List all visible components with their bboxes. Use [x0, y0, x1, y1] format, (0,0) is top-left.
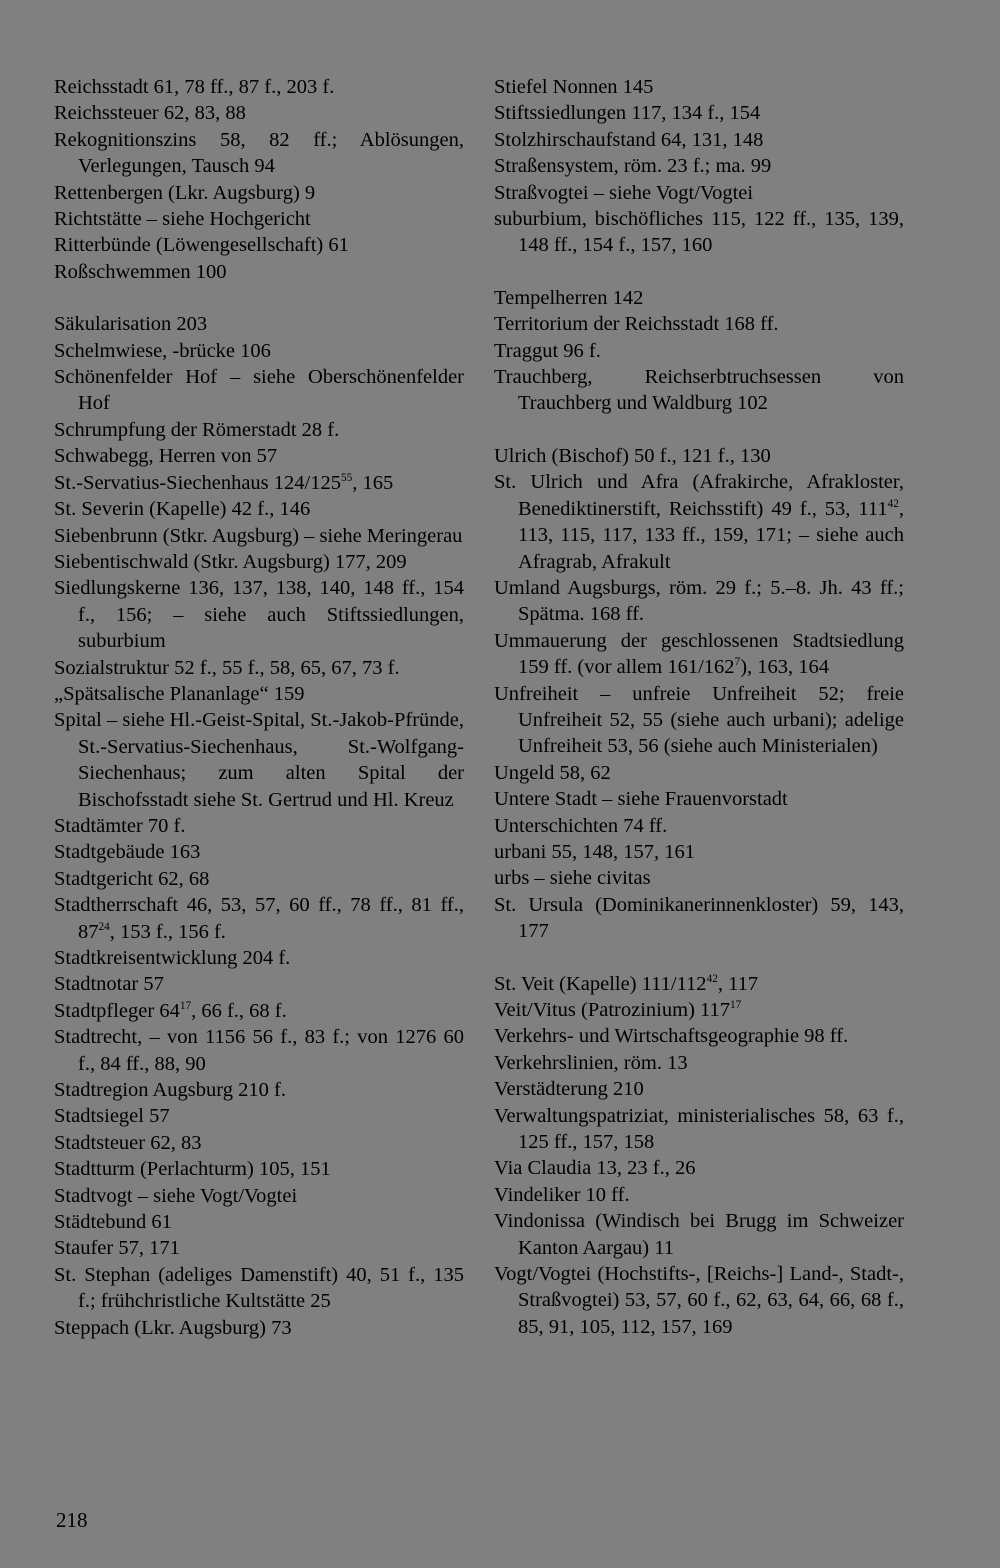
index-entry: Ummauerung der geschlossenen Stadtsiedlung 159 ff. (vor allem $161/162^7$), 163, 164 — [494, 629, 904, 679]
footnote-superscript: 7 — [734, 656, 741, 669]
index-entry: Ulrich (Bischof) 50 f., 121 f., 130 — [494, 444, 771, 467]
index-entry: Rettenbergen (Lkr. Augsburg) 9 — [54, 181, 316, 204]
index-entry: Tempelherren 142 — [494, 286, 644, 309]
index-entry: urbani 55, 148, 157, 161 — [494, 840, 695, 863]
index-entry: „Spätsalische Plananlage“ 159 — [54, 682, 305, 705]
section-gap — [54, 285, 464, 311]
index-entry: Stolzhirschaufstand 64, 131, 148 — [494, 128, 764, 151]
index-entry: Städtebund 61 — [54, 1211, 172, 1234]
footnote-superscript: 17 — [730, 999, 742, 1012]
index-entry: Straßensystem, röm. 23 f.; ma. 99 — [494, 155, 772, 178]
index-entry: Stadtnotar 57 — [54, 973, 164, 996]
index-entry: Unterschichten 74 ff. — [494, 814, 668, 837]
index-entry: Unfreiheit – unfreie Unfreiheit 52; freie Unfreiheit 52, 55 (siehe auch urbani); adelige Unfreiheit 53, 56 (siehe auch Ministerialen) — [494, 682, 904, 758]
index-entry: Reichssteuer 62, 83, 88 — [54, 102, 246, 125]
index-entry: Stadtherrschaft 46, 53, 57, 60 ff., 78 ff., 81 ff., $87^{24}$, 153 f., 156 f. — [54, 894, 464, 943]
footnote-superscript: 42 — [887, 497, 899, 510]
index-entry: Ritterbünde (Löwengesellschaft) 61 — [54, 234, 349, 257]
index-entry: Stadtgericht 62, 68 — [54, 867, 210, 890]
section-gap — [494, 259, 904, 285]
index-entry: Schrumpfung der Römerstadt 28 f. — [54, 418, 340, 441]
index-entry: Siebentischwald (Stkr. Augsburg) 177, 209 — [54, 550, 407, 573]
footnote-superscript: 17 — [179, 999, 192, 1012]
index-entry: Stadtrecht, – von 1156 56 f., 83 f.; von 1276 60 f., 84 ff., 88, 90 — [54, 1026, 464, 1075]
index-entry: Stadtkreisentwicklung 204 f. — [54, 947, 291, 969]
index-entry: Roßschwemmen 100 — [54, 260, 227, 283]
section-gap — [494, 417, 904, 443]
index-entry: urbs – siehe civitas — [494, 867, 651, 890]
index-entry: St. Severin (Kapelle) 42 f., 146 — [54, 498, 311, 521]
index-entry: Staufer 57, 171 — [54, 1237, 180, 1260]
index-entry: Territorium der Reichsstadt 168 ff. — [494, 313, 779, 336]
index-entry: Verkehrslinien, röm. 13 — [494, 1051, 688, 1074]
index-entry: Spital – siehe Hl.-Geist-Spital, St.-Jakob-Pfründe, St.-Servatius-Siechenhaus, St.-Wolfgang-Siechenhaus; zum alten Spital der Bischofsstadt siehe St. Gertrud und Hl. Kreuz — [54, 709, 464, 811]
index-entry: Richtstätte – siehe Hochgericht — [54, 208, 311, 231]
index-entry: Trauchberg, Reichserbtruchsessen von Trauchberg und Waldburg 102 — [494, 366, 904, 415]
index-entry: Stadtsteuer 62, 83 — [54, 1131, 202, 1154]
index-entry: St.-Servatius-Siechenhaus $124/125^{55}$, 165 — [54, 471, 394, 494]
index-entry: Steppach (Lkr. Augsburg) 73 — [54, 1316, 292, 1339]
index-entry: Siebenbrunn (Stkr. Augsburg) – siehe Meringerau — [54, 524, 463, 547]
index-entry: St. Veit (Kapelle) $111/112^{42}$, 117 — [494, 972, 759, 995]
index-column-left — [54, 74, 464, 1341]
index-entry: Untere Stadt – siehe Frauenvorstadt — [494, 788, 788, 811]
index-entry: Schwabegg, Herren von 57 — [54, 445, 278, 468]
index-entry: Stadtregion Augsburg 210 f. — [54, 1079, 286, 1102]
index-entry: Straßvogtei – siehe Vogt/Vogtei — [494, 181, 754, 204]
index-entry: Stadtturm (Perlachturm) 105, 151 — [54, 1158, 331, 1181]
index-entry: Schönenfelder Hof – siehe Oberschönenfelder Hof — [54, 366, 464, 415]
index-entry: Vindeliker 10 ff. — [494, 1183, 630, 1206]
section-gap — [494, 945, 904, 971]
index-entry: Rekognitionszins 58, 82 ff.; Ablösungen, Verlegungen, Tausch 94 — [54, 128, 464, 178]
index-entry: Stadtsiegel 57 — [54, 1105, 170, 1128]
index-entry: St. Ulrich und Afra (Afrakirche, Afrakloster, Benediktinerstift, Reichsstift) 49 f., 53, $111^{42}$, 113, 115, 117, 133 ff., 159, 171; – siehe auch Afragrab, Afrakult — [494, 471, 904, 573]
index-entry: Vindonissa (Windisch bei Brugg im Schweizer Kanton Aargau) 11 — [494, 1210, 904, 1259]
index-entry: suburbium, bischöfliches 115, 122 ff., 135, 139, 148 ff., 154 f., 157, 160 — [494, 208, 904, 257]
index-entry: St. Stephan (adeliges Damenstift) 40, 51 f., 135 f.; frühchristliche Kultstätte 25 — [54, 1263, 464, 1313]
index-entry: Reichsstadt 61, 78 ff., 87 f., 203 f. — [54, 76, 335, 98]
index-entry: Stadtvogt – siehe Vogt/Vogtei — [54, 1184, 298, 1207]
index-entry: Stadtpfleger $64^{17}$, 66 f., 68 f. — [54, 999, 287, 1022]
footnote-superscript: 55 — [340, 471, 353, 484]
index-entry: Ungeld 58, 62 — [494, 761, 611, 784]
index-entry: Umland Augsburgs, röm. 29 f.; 5.–8. Jh. 43 ff.; Spätma. 168 ff. — [494, 576, 904, 626]
index-entry: St. Ursula (Dominikanerinnenkloster) 59, 143, 177 — [494, 893, 904, 943]
index-entry: Via Claudia 13, 23 f., 26 — [494, 1157, 696, 1180]
index-entry: Siedlungskerne 136, 137, 138, 140, 148 ff., 154 f., 156; – siehe auch Stiftssiedlungen, suburbium — [54, 577, 464, 653]
index-entry: Stiefel Nonnen 145 — [494, 76, 654, 98]
index-entry: Stadtgebäude 163 — [54, 841, 201, 864]
index-entry: Traggut 96 f. — [494, 339, 601, 362]
index-entry: Sozialstruktur 52 f., 55 f., 58, 65, 67, 73 f. — [54, 656, 400, 679]
index-column-right — [494, 74, 904, 1340]
index-entry: Vogt/Vogtei (Hochstifts-, [Reichs-] Land-, Stadt-, Straßvogtei) 53, 57, 60 f., 62, 63, 64, 66, 68 f., 85, 91, 105, 112, 157, 169 — [494, 1263, 904, 1338]
index-entry: Veit/Vitus (Patrozinium) $117^{17}$ — [494, 999, 742, 1021]
index-entry: Verkehrs- und Wirtschaftsgeographie 98 ff. — [494, 1025, 849, 1048]
index-entry: Säkularisation 203 — [54, 313, 208, 336]
index-entry: Stiftssiedlungen 117, 134 f., 154 — [494, 102, 761, 125]
footnote-superscript: 42 — [706, 972, 718, 985]
footnote-superscript: 24 — [98, 920, 110, 933]
index-entry: Schelmwiese, -brücke 106 — [54, 339, 271, 362]
index-entry: Verstädterung 210 — [494, 1078, 644, 1101]
index-entry: Stadtämter 70 f. — [54, 814, 186, 837]
page-number: 218 — [56, 1508, 88, 1532]
index-entry: Verwaltungspatriziat, ministerialisches 58, 63 f., 125 ff., 157, 158 — [494, 1104, 904, 1154]
